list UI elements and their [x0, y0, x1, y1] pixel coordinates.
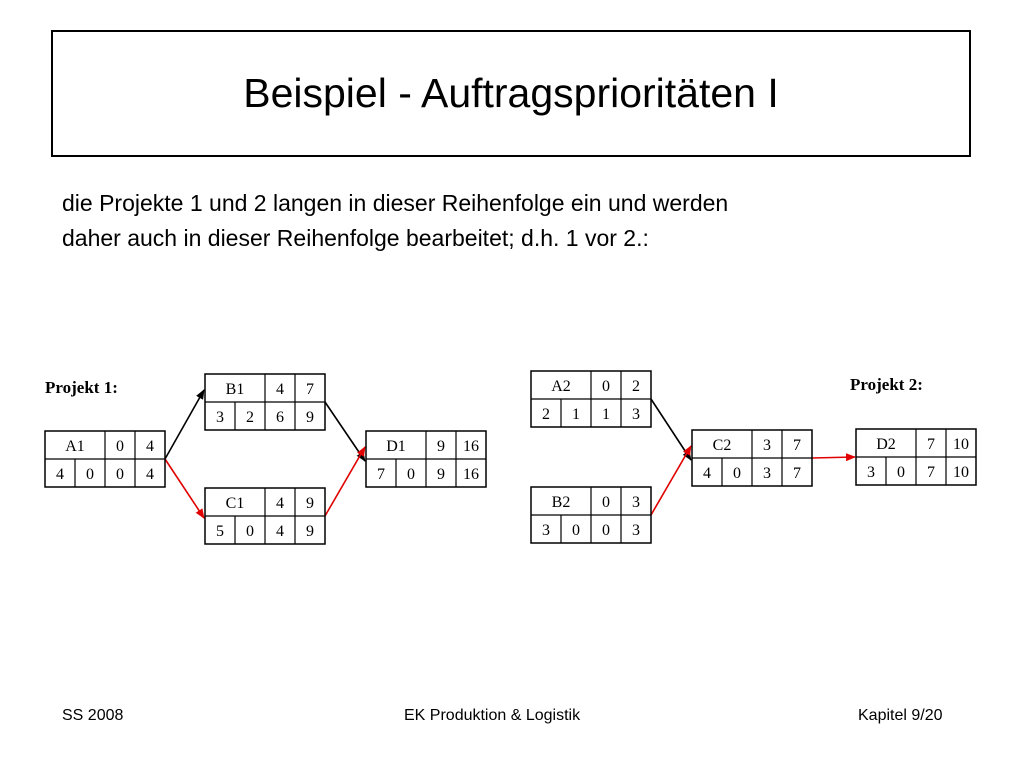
node-bottom-value: 3	[763, 465, 771, 482]
node-top-value: 3	[763, 437, 771, 454]
node-a1	[45, 431, 165, 487]
node-bottom-value: 0	[407, 466, 415, 483]
node-name: A1	[65, 438, 85, 455]
node-bottom-value: 7	[377, 466, 385, 483]
footer-center: EK Produktion & Logistik	[404, 707, 581, 724]
node-bottom-value: 3	[867, 464, 875, 481]
node-bottom-value: 5	[216, 523, 224, 540]
node-d1	[366, 431, 486, 487]
node-top-value: 7	[306, 381, 314, 398]
edge-a1-c1	[165, 459, 204, 518]
node-name: B1	[225, 381, 245, 398]
node-bottom-value: 1	[602, 406, 610, 423]
node-bottom-value: 3	[216, 409, 224, 426]
edge-b2-c2	[651, 446, 691, 515]
node-top-value: 4	[276, 381, 284, 398]
node-top-value: 7	[927, 436, 935, 453]
node-bottom-value: 3	[632, 406, 640, 423]
node-top-value: 3	[632, 494, 640, 511]
node-bottom-value: 2	[542, 406, 550, 423]
node-bottom-value: 4	[703, 465, 711, 482]
node-bottom-value: 0	[572, 522, 580, 539]
node-top-value: 16	[463, 438, 479, 455]
node-a2	[531, 371, 651, 427]
node-top-value: 9	[306, 495, 314, 512]
node-name: A2	[551, 378, 571, 395]
node-bottom-value: 2	[246, 409, 254, 426]
node-top-value: 0	[602, 494, 610, 511]
node-bottom-value: 9	[306, 523, 314, 540]
project-2-label: Projekt 2:	[850, 375, 923, 394]
edge-a2-c2	[651, 399, 691, 460]
node-top-value: 0	[116, 438, 124, 455]
edge-c1-d1	[325, 447, 365, 516]
node-name: D2	[876, 436, 896, 453]
node-bottom-value: 0	[602, 522, 610, 539]
footer-left: SS 2008	[62, 707, 124, 724]
node-bottom-value: 16	[463, 466, 479, 483]
edge-a1-b1	[165, 390, 204, 459]
node-c1	[205, 488, 325, 544]
node-name: C2	[712, 437, 732, 454]
node-bottom-value: 0	[116, 466, 124, 483]
node-top-value: 9	[437, 438, 445, 455]
node-bottom-value: 0	[86, 466, 94, 483]
node-bottom-value: 1	[572, 406, 580, 423]
node-bottom-value: 7	[793, 465, 801, 482]
node-d2	[856, 429, 976, 485]
footer-right: Kapitel 9/20	[858, 707, 943, 724]
node-top-value: 10	[953, 436, 969, 453]
node-bottom-value: 3	[632, 522, 640, 539]
node-top-value: 7	[793, 437, 801, 454]
node-bottom-value: 0	[733, 465, 741, 482]
node-bottom-value: 9	[437, 466, 445, 483]
intro-line-2: daher auch in dieser Reihenfolge bearbeitet; d.h. 1 vor 2.:	[62, 225, 649, 251]
node-name: C1	[225, 495, 245, 512]
edge-c2-d2	[812, 457, 855, 458]
node-bottom-value: 0	[897, 464, 905, 481]
node-top-value: 2	[632, 378, 640, 395]
node-bottom-value: 4	[56, 466, 64, 483]
node-name: D1	[386, 438, 406, 455]
node-name: B2	[551, 494, 571, 511]
node-bottom-value: 6	[276, 409, 284, 426]
node-top-value: 4	[146, 438, 154, 455]
slide-title: Beispiel - Auftragsprioritäten I	[243, 70, 779, 116]
node-b1	[205, 374, 325, 430]
node-bottom-value: 0	[246, 523, 254, 540]
project-1-label: Projekt 1:	[45, 378, 118, 397]
node-bottom-value: 10	[953, 464, 969, 481]
node-top-value: 4	[276, 495, 284, 512]
node-b2	[531, 487, 651, 543]
node-bottom-value: 3	[542, 522, 550, 539]
intro-line-1: die Projekte 1 und 2 langen in dieser Reihenfolge ein und werden	[62, 190, 729, 216]
node-bottom-value: 7	[927, 464, 935, 481]
edge-b1-d1	[325, 402, 365, 461]
node-bottom-value: 9	[306, 409, 314, 426]
node-c2	[692, 430, 812, 486]
node-top-value: 0	[602, 378, 610, 395]
node-bottom-value: 4	[146, 466, 154, 483]
node-bottom-value: 4	[276, 523, 284, 540]
